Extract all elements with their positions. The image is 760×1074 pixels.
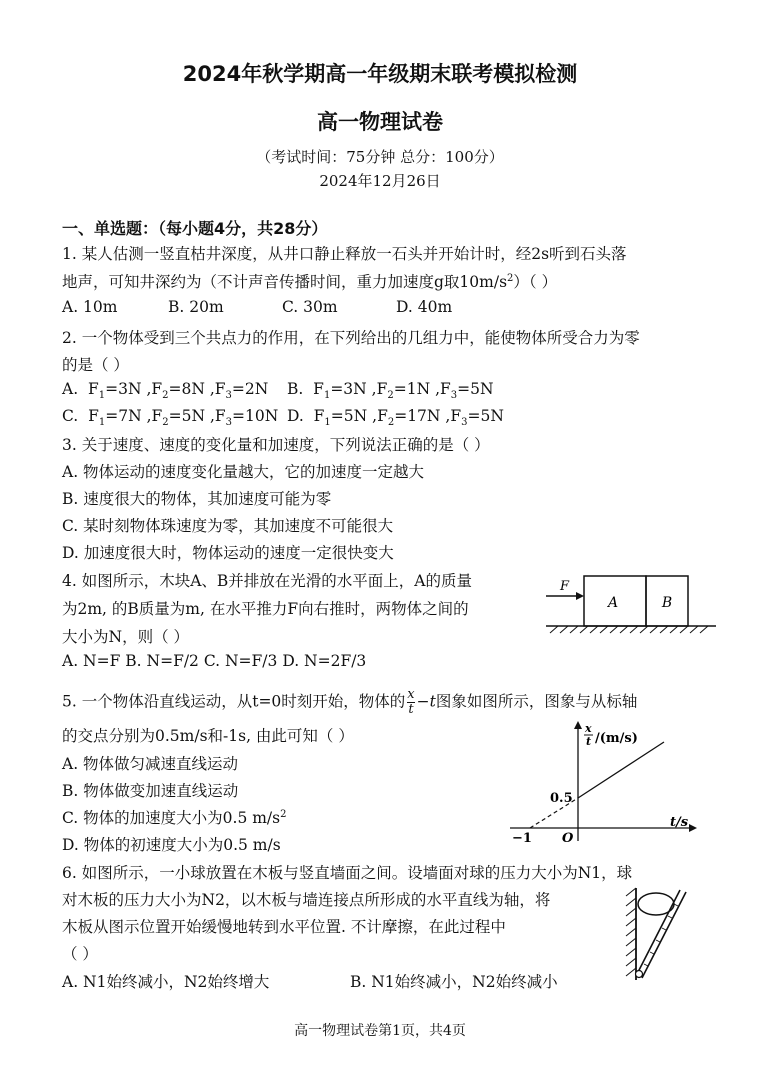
q2-option-d: D. $F_1=5N$ $,F_2=17N$ $,F_3=5N$ — [287, 407, 504, 429]
q1-option-d: D. 40m — [396, 298, 453, 316]
q6-line4: （ ） — [62, 945, 98, 963]
q6-option-b: B. N1始终减小，N2始终减小 — [350, 973, 558, 991]
q4-line3: 大小为N，则（ ） — [62, 628, 189, 646]
section-title: 一、单选题：（每小题4分，共28分） — [62, 219, 328, 238]
q6-figure — [612, 884, 712, 984]
q5-option-a: A. 物体做匀减速直线运动 — [62, 755, 239, 773]
q6-option-a: A. N1始终减小，N2始终增大 — [62, 973, 270, 991]
graph-line — [578, 742, 664, 798]
q5-option-b: B. 物体做变加速直线运动 — [62, 782, 239, 800]
origin-label: O — [562, 831, 574, 846]
y-label-num: x — [585, 722, 592, 735]
board-edge-right — [642, 892, 686, 978]
force-label: F — [560, 579, 570, 594]
q3-option-c: C. 某时刻物体珠速度为零，其加速度不可能很大 — [62, 517, 394, 535]
q2-line2: 的是（ ） — [62, 356, 129, 374]
q5-line2: 的交点分别为0.5m/s和-1s, 由此可知（ ） — [62, 727, 354, 745]
board-edge-left — [636, 890, 680, 976]
q1-line2: 地声，可知井深约为（不计声音传播时间，重力加速度g取$10m/s^2$）（ ） — [62, 272, 558, 291]
q4-line2: 为2m, 的B质量为m, 在水平推力F向右推时，两物体之间的 — [62, 600, 469, 618]
q5-line1: 5. 一个物体沿直线运动，从t=0时刻开始，物体的 $\frac{x}{t}$ −t图象如图所示，图象与从标轴 — [62, 687, 638, 717]
x-intercept-label: −1 — [512, 831, 532, 846]
exam-title: 2024年秋学期高一年级期末联考模拟检测 — [182, 62, 578, 86]
q6-line2: 对木板的压力大小为N2，以木板与墙连接点所形成的水平直线为轴，将 — [62, 891, 551, 909]
x-label: t/s — [670, 815, 689, 830]
block-b-label: B — [661, 595, 673, 611]
ground-hatching — [550, 626, 708, 633]
board-hatching — [644, 904, 678, 966]
q2-option-c: C. $F_1=7N$ $,F_2=5N$ $,F_3=10N$ — [62, 407, 279, 429]
block-a-label: A — [607, 595, 619, 611]
q2-option-a: A. $F_1=3N$ $,F_2=8N$ $,F_3=2N$ — [62, 380, 269, 402]
q5-option-d: D. 物体的初速度大小为0.5 m/s — [62, 836, 281, 854]
wall-hatching — [626, 888, 636, 976]
q5-graph — [500, 716, 700, 846]
q3-line1: 3. 关于速度、速度的变化量和加速度，下列说法正确的是（ ） — [62, 436, 490, 454]
q3-option-d: D. 加速度很大时，物体运动的速度一定很快变大 — [62, 544, 394, 562]
q2-option-b: B. $F_1=3N$ $,F_2=1N$ $,F_3=5N$ — [287, 380, 494, 402]
q6-line1: 6. 如图所示，一小球放置在木板与竖直墙面之间。设墙面对球的压力大小为N1，球 — [62, 864, 633, 882]
y-label-den: t — [586, 735, 592, 748]
page-footer: 高一物理试卷第1页，共4页 — [294, 1023, 466, 1039]
q1-option-b: B. 20m — [168, 298, 224, 316]
q1-option-c: C. 30m — [282, 298, 338, 316]
q1-option-a: A. 10m — [62, 298, 118, 316]
q3-option-b: B. 速度很大的物体，其加速度可能为零 — [62, 490, 332, 508]
q6-line3: 木板从图示位置开始缓慢地转到水平位置. 不计摩擦，在此过程中 — [62, 918, 506, 936]
q3-option-a: A. 物体运动的速度变化量越大，它的加速度一定越大 — [62, 463, 425, 481]
q5-option-c: C. 物体的加速度大小为0.5 $m/s^2$ — [62, 808, 287, 827]
y-label-unit: /(m/s) — [595, 731, 638, 746]
q2-line1: 2. 一个物体受到三个共点力的作用，在下列给出的几组力中，能使物体所受合力为零 — [62, 329, 640, 347]
exam-info: （考试时间：75分钟 总分：100分） — [256, 148, 504, 166]
q1-line1: 1. 某人估测一竖直枯井深度，从井口静止释放一石头并开始计时，经2s听到石头落 — [62, 245, 627, 263]
y-intercept-label: 0.5 — [550, 791, 573, 806]
exam-subtitle: 高一物理试卷 — [317, 110, 443, 134]
q4-options: A. N=F B. N=F/2 C. N=F/3 D. N=2F/3 — [62, 652, 367, 670]
exam-date: 2024年12月26日 — [319, 172, 441, 190]
hinge — [636, 971, 643, 978]
q4-line1: 4. 如图所示，木块A、B并排放在光滑的水平面上，A的质量 — [62, 572, 472, 590]
q4-figure — [540, 570, 720, 634]
